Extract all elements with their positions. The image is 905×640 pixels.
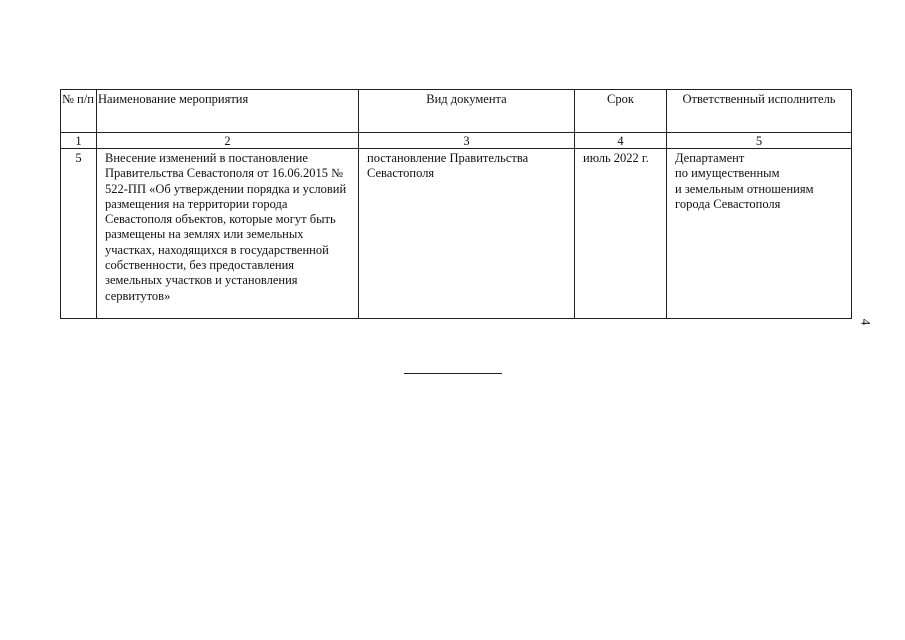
- row-responsible: Департамент по имущественным и земельным отношениям города Севастополя: [667, 149, 852, 319]
- measures-table: [60, 89, 852, 319]
- row-document-type: постановление Правительства Севастополя: [359, 149, 575, 319]
- page-number: 4: [858, 318, 874, 326]
- column-number: 1: [61, 133, 97, 149]
- end-divider: [404, 373, 502, 374]
- column-number-row: [61, 133, 852, 149]
- column-number: 2: [97, 133, 359, 149]
- table-row: [61, 149, 852, 319]
- row-deadline: июль 2022 г.: [575, 149, 667, 319]
- column-number: 3: [359, 133, 575, 149]
- header-responsible: Ответственный исполнитель: [667, 90, 852, 133]
- table-header-row: [61, 90, 852, 133]
- column-number: 5: [667, 133, 852, 149]
- row-measure-name: Внесение изменений в постановление Правительства Севастополя от 16.06.2015 № 522-ПП «Об утверждении порядка и условий размещения на территории города Севастополя объектов, которые могут быть размещены на землях или земельных участках, находящихся в государственной собственности, без предоставления земельных участков и установления сервитутов»: [97, 149, 359, 319]
- row-number: 5: [61, 149, 97, 319]
- header-doc-type: Вид документа: [359, 90, 575, 133]
- header-deadline: Срок: [575, 90, 667, 133]
- header-no: № п/п: [61, 90, 97, 133]
- header-name: Наименование мероприятия: [97, 90, 359, 133]
- column-number: 4: [575, 133, 667, 149]
